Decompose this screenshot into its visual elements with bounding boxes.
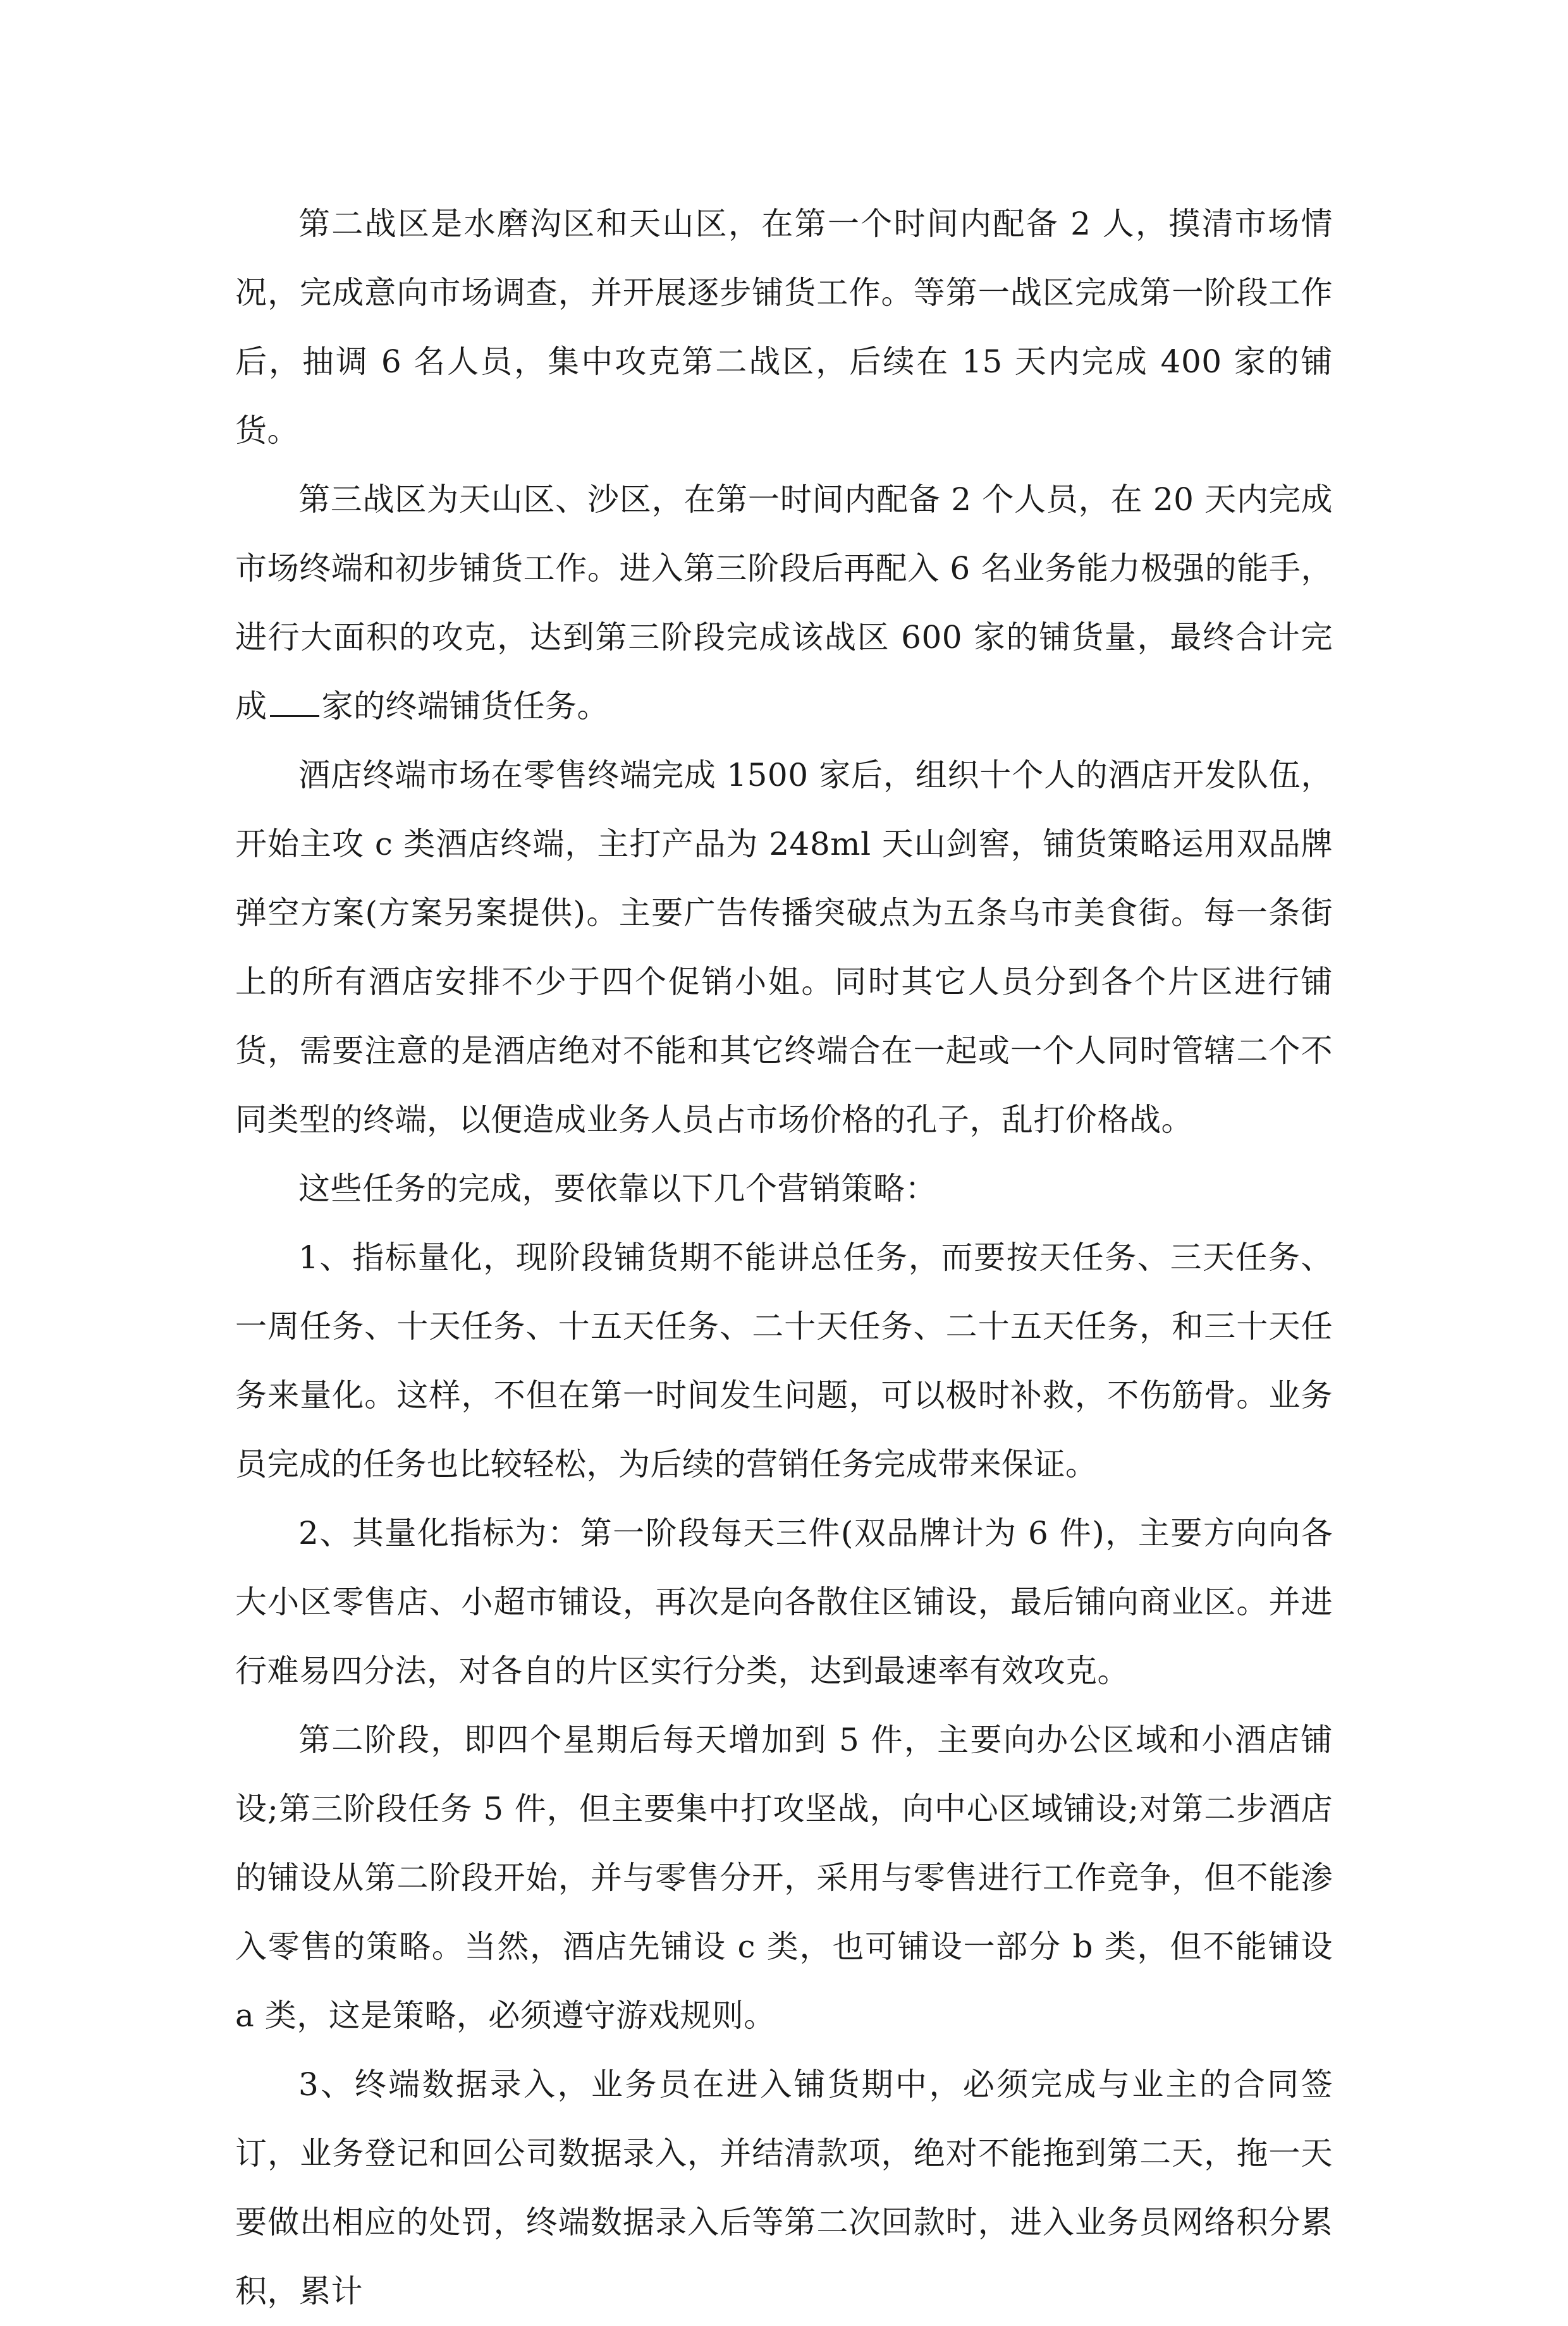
document-body xyxy=(235,190,1333,2326)
paragraph-hotel-terminal-market: 酒店终端市场在零售终端完成 1500 家后，组织十个人的酒店开发队伍，开始主攻 c 类酒店终端，主打产品为 248ml 天山剑窖，铺货策略运用双品牌弹空方案(方案另案提供)。主要广告传播突破点为五条乌市美食街。每一条街上的所有酒店安排不少于四个促销小姐。同时其它人员分到各个片区进行铺货，需要注意的是酒店绝对不能和其它终端合在一起或一个人同时管辖二个不同类型的终端，以便造成业务人员占市场价格的孔子，乱打价格战。 xyxy=(235,757,1333,1138)
paragraph-third-battle-zone xyxy=(235,465,1333,741)
paragraph-second-stage: 第二阶段，即四个星期后每天增加到 5 件，主要向办公区域和小酒店铺设;第三阶段任务 5 件，但主要集中打攻坚战，向中心区域铺设;对第二步酒店的铺设从第二阶段开始，并与零售分开，采用与零售进行工作竞争，但不能渗入零售的策略。当然，酒店先铺设 c 类，也可铺设一部分 b 类，但不能铺设 a 类，这是策略，必须遵守游戏规则。 xyxy=(235,1722,1333,2034)
paragraph-strategy-3: 3、终端数据录入，业务员在进入铺货期中，必须完成与业主的合同签订，业务登记和回公司数据录入，并结清款项，绝对不能拖到第二天，拖一天要做出相应的处罚，终端数据录入后等第二次回款时，进入业务员网络积分累积，累计 xyxy=(235,2066,1333,2310)
paragraph-strategy-intro: 这些任务的完成，要依靠以下几个营销策略： xyxy=(298,1170,937,1207)
fill-in-blank xyxy=(270,690,319,717)
paragraph-third-battle-zone-tail: 家的终端铺货任务。 xyxy=(321,688,609,725)
paragraph-third-battle-zone-text: 第三战区为天山区、沙区，在第一时间内配备 2 个人员，在 20 天内完成市场终端和初步铺货工作。进入第三阶段后再配入 6 名业务能力极强的能手，进行大面积的攻克，达到第三阶段完成该战区 600 家的铺货量，最终合计完成 xyxy=(235,481,1333,725)
paragraph-strategy-2: 2、其量化指标为：第一阶段每天三件(双品牌计为 6 件)，主要方向向各大小区零售店、小超市铺设，再次是向各散住区铺设，最后铺向商业区。并进行难易四分法，对各自的片区实行分类，达到最速率有效攻克。 xyxy=(235,1515,1333,1689)
paragraph-second-battle-zone: 第二战区是水磨沟区和天山区，在第一个时间内配备 2 人，摸清市场情况，完成意向市场调查，并开展逐步铺货工作。等第一战区完成第一阶段工作后，抽调 6 名人员，集中攻克第二战区，后续在 15 天内完成 400 家的铺货。 xyxy=(235,205,1333,449)
paragraph-strategy-1: 1、指标量化，现阶段铺货期不能讲总任务，而要按天任务、三天任务、一周任务、十天任务、十五天任务、二十天任务、二十五天任务，和三十天任务来量化。这样，不但在第一时间发生问题，可以极时补救，不伤筋骨。业务员完成的任务也比较轻松，为后续的营销任务完成带来保证。 xyxy=(235,1239,1333,1483)
